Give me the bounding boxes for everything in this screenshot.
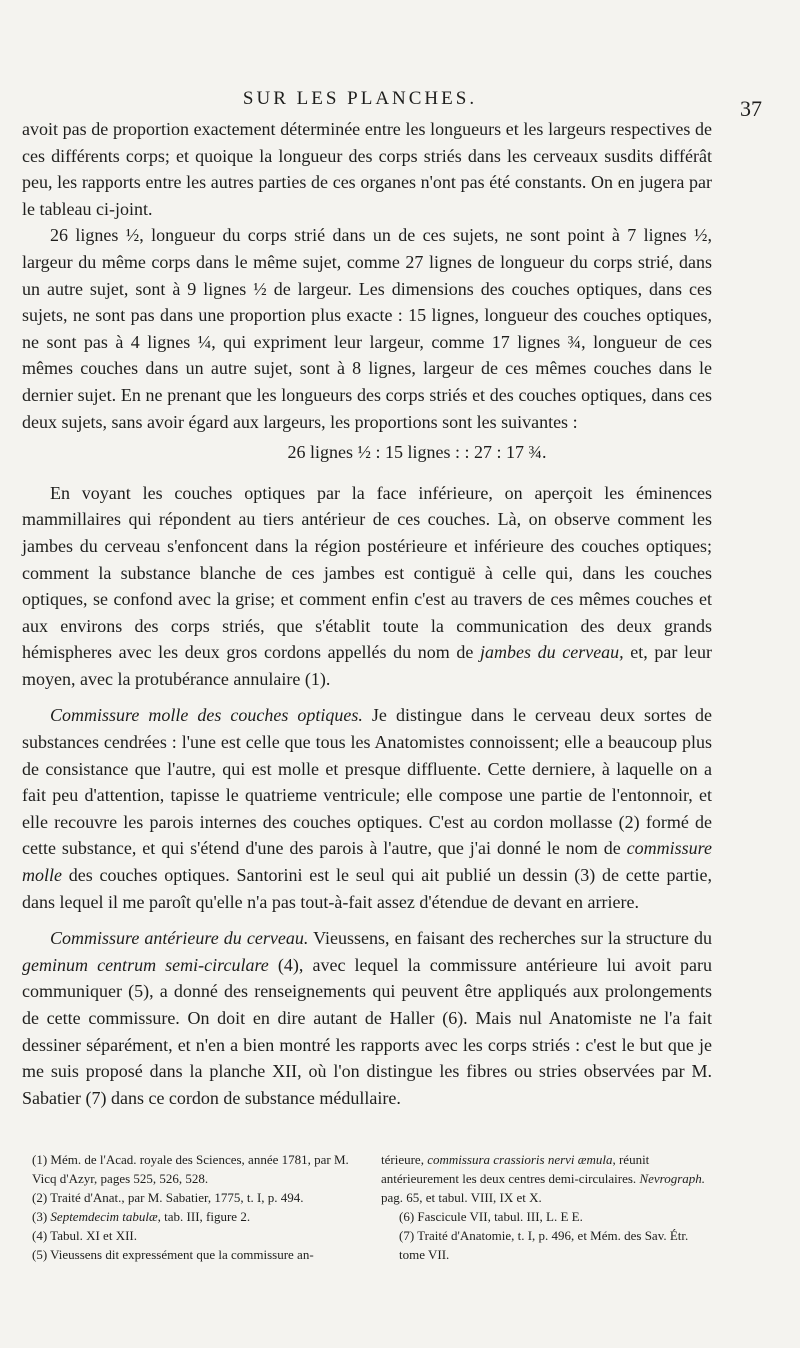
paragraph-1: avoit pas de proportion exactement déterminée entre les longueurs et les largeurs respectives de ces différents corps; et quoique la longueur des corps striés dans les cerveaux susdits différât peu, les rapports entre les autres parties de ces organes n'ont pas été constants. On en jugera par le tableau ci-joint. <box>22 119 712 219</box>
paragraph-commissure-molle: Commissure molle des couches optiques. Je distingue dans le cerveau deux sortes de substances cendrées : l'une est celle que tous les Anatomistes connoissent; elle a beaucoup plus de consistance que l'autre, qui est molle et presque diffluente. Cette derniere, à laquelle on a fait peu d'attention, tapisse le quatrieme ventricule; elle compose une partie de l'entonnoir, et elle recouvre les parois internes des couches optiques. C'est au cordon mollasse (2) formé de cette substance, et qui s'étend d'une des parois à l'autre, que j'ai donné le nom de commissure molle des couches optiques. Santorini est le seul qui ait publié un dessin (3) de cette partie, dans lequel il me paroît qu'elle n'a pas tout-à-fait assez d'étendue de devant en arriere. <box>22 705 713 912</box>
proportion-equation: 26 lignes ½ : 15 lignes : : 27 : 17 ¾. <box>287 442 547 463</box>
footnote-7: (7) Traité d'Anatomie, t. I, p. 496, et Mém. des Sav. Étr. tome VII. <box>399 1228 689 1262</box>
footnote-5-continued: térieure, commissura crassioris nervi æmula, réunit antérieurement les deux centres demi-circulaires. Nevrograph. pag. 65, et tabul. VIII, IX et X. <box>381 1152 706 1205</box>
paragraph-commissure-anterieure: Commissure antérieure du cerveau. Vieussens, en faisant des recherches sur la structure du geminum centrum semi-circulare (4), avec lequel la commissure antérieure lui avoit paru communiquer (5), a donné des renseignements qui peuvent être appliqués aux prolongements de cette commissure. On doit en dire autant de Haller (6). Mais nul Anatomiste ne l'a fait dessiner séparément, et n'en a bien montré les rapports avec les corps striés : c'est le but que je me suis proposé dans la planche XII, où l'on distingue les fibres ou stries observées par M. Sabatier (7) dans ce cordon de substance médullaire. <box>22 928 713 1108</box>
footnote-3: (3) Septemdecim tabulæ, tab. III, figure 2. <box>32 1209 251 1224</box>
footnote-6: (6) Fascicule VII, tabul. III, L. E E. <box>399 1209 583 1224</box>
section-heading: Commissure molle des couches optiques. <box>50 705 363 726</box>
footnote-5: (5) Vieussens dit expressément que la commissure an- <box>32 1247 314 1262</box>
body-text <box>22 116 712 1111</box>
paragraph-3: En voyant les couches optiques par la face inférieure, on aperçoit les éminences mammillaires qui répondent au tiers antérieur de ces couches. Là, on observe comment les jambes du cerveau s'enfoncent dans la région postérieure et inférieure des couches optiques; comment la substance blanche de ces jambes est contiguë à celle qui, dans les couches optiques, se confond avec la grise; et comment enfin c'est au travers de ces mêmes couches et aux environs des corps striés, que s'établit toute la communication des deux grands hémispheres avec les deux gros cordons appellés du nom de jambes du cerveau, et, par leur moyen, avec la protubérance annulaire (1). <box>22 482 712 689</box>
footnote-1: (1) Mém. de l'Acad. royale des Sciences, année 1781, par M. Vicq d'Azyr, pages 525, 526, 528. <box>32 1152 349 1186</box>
footnotes <box>32 1150 712 1264</box>
page-number: 37 <box>740 96 762 121</box>
footnotes-left-column <box>32 1150 363 1264</box>
footnote-2: (2) Traité d'Anat., par M. Sabatier, 1775, t. I, p. 494. <box>32 1190 304 1205</box>
running-title: SUR LES PLANCHES. <box>242 88 478 109</box>
footnotes-right-column <box>381 1150 712 1264</box>
section-heading: Commissure antérieure du cerveau. <box>50 928 309 949</box>
paragraph-2: 26 lignes ½, longueur du corps strié dans un de ces sujets, ne sont point à 7 lignes ½, largeur du même corps dans le même sujet, comme 27 lignes de longueur du corps strié, dans un autre sujet, sont à 9 lignes ½ de largeur. Les dimensions des couches optiques, dans ces sujets, ne sont pas dans une proportion plus exacte : 15 lignes, longueur des couches optiques, ne sont pas à 4 lignes ¼, qui expriment leur largeur, comme 17 lignes ¾, longueur de ces mêmes couches dans un autre sujet, sont à 8 lignes, largeur de ces mêmes couches dans le dernier sujet. En ne prenant que les longueurs des corps striés et des couches optiques, dans ces deux sujets, sans avoir égard aux largeurs, les proportions sont les suivantes : <box>22 225 712 432</box>
footnote-4: (4) Tabul. XI et XII. <box>32 1228 137 1243</box>
